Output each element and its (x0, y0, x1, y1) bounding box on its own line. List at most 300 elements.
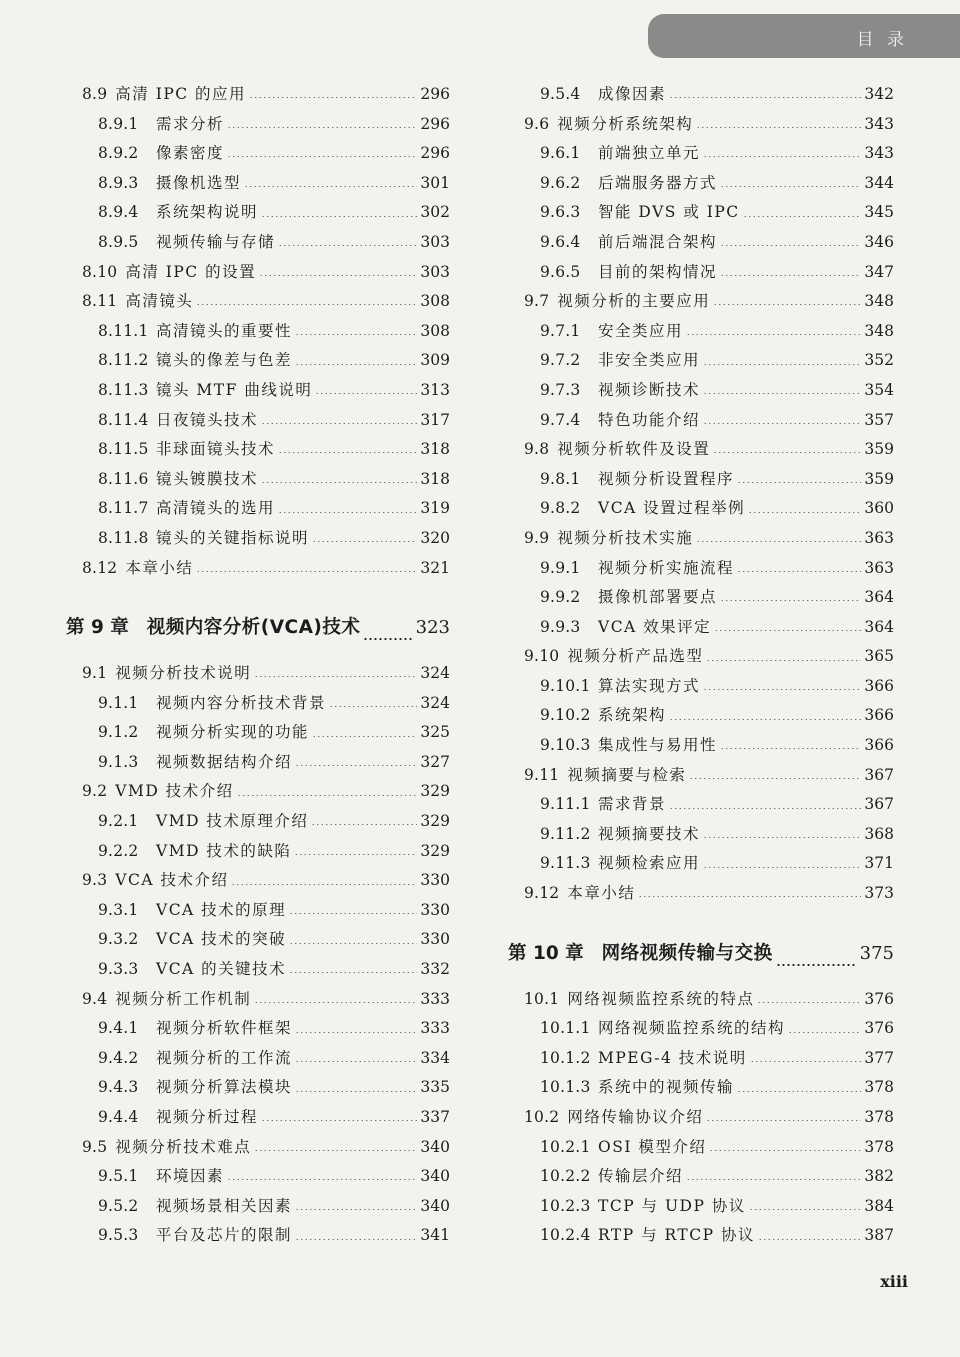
toc-entry[interactable] (66, 82, 450, 112)
toc-entry[interactable] (66, 437, 450, 467)
toc-number: 8.11.8 (98, 528, 149, 547)
toc-leader-dots (231, 884, 417, 885)
toc-number: 9.7.3 (540, 380, 581, 399)
toc-entry[interactable] (508, 733, 894, 763)
toc-page-number: 357 (864, 410, 894, 429)
toc-number: 9.6 (524, 114, 550, 133)
toc-chapter[interactable] (508, 927, 894, 985)
toc-leader-dots (757, 1002, 861, 1003)
toc-number: 8.11.7 (98, 499, 149, 518)
toc-page-number: 366 (864, 736, 894, 755)
toc-title: 视频摘要与检索 (567, 765, 687, 784)
toc-entry[interactable] (66, 1135, 450, 1165)
toc-number: 9.4.4 (98, 1108, 139, 1126)
toc-entry[interactable] (66, 809, 450, 839)
toc-entry[interactable] (66, 720, 450, 750)
toc-number: 10.1.1 (540, 1019, 591, 1038)
toc-leader-dots (295, 1032, 417, 1033)
toc-number: 9.8.1 (540, 469, 581, 488)
toc-page-number: 368 (864, 824, 894, 843)
toc-leader-dots (749, 1209, 862, 1210)
toc-entry[interactable] (508, 1223, 894, 1253)
toc-page-number: 366 (864, 706, 894, 725)
toc-title: TCP 与 UDP 协议 (598, 1196, 746, 1215)
toc-number: 9.3.3 (98, 960, 139, 979)
toc-entry[interactable] (66, 691, 450, 721)
toc-number: 9.2.2 (98, 841, 139, 860)
toc-leader-dots (669, 808, 861, 809)
toc-number: 10.2.4 (540, 1226, 591, 1245)
toc-title: 目前的架构情况 (598, 262, 718, 281)
toc-entry[interactable] (66, 496, 450, 526)
toc-number: 10.1 (524, 989, 560, 1008)
header-tab (648, 14, 960, 58)
toc-title: VCA 效果评定 (598, 617, 712, 636)
toc-page-number: 344 (864, 173, 894, 192)
toc-entry[interactable] (508, 1164, 894, 1194)
toc-page-number: 375 (859, 942, 894, 964)
toc-title: 平台及芯片的限制 (156, 1226, 293, 1245)
toc-title: 视频传输与存储 (156, 232, 276, 251)
toc-entry[interactable] (508, 319, 894, 349)
toc-entry[interactable] (508, 82, 894, 112)
toc-title: VMD 技术介绍 (115, 782, 234, 801)
toc-entry[interactable] (508, 200, 894, 230)
toc-leader-dots (750, 1061, 862, 1062)
toc-page-number: 330 (420, 871, 450, 890)
toc-page-number: 340 (420, 1196, 450, 1215)
toc-title: 视频分析实施流程 (598, 558, 735, 577)
toc-page-number: 360 (864, 499, 894, 518)
toc-entry[interactable] (66, 898, 450, 928)
toc-title: 环境因素 (156, 1167, 225, 1186)
toc-page-number: 340 (420, 1137, 450, 1156)
toc-entry[interactable] (66, 1016, 450, 1046)
toc-title: 网络视频传输与交换 (601, 942, 773, 964)
toc-leader-dots (720, 245, 861, 246)
toc-page-number: 329 (420, 812, 450, 831)
toc-entry[interactable] (66, 868, 450, 898)
toc-entry[interactable] (508, 615, 894, 645)
toc-entry[interactable] (508, 1194, 894, 1224)
toc-page-number: 348 (864, 292, 894, 311)
toc-page-number: 364 (864, 588, 894, 607)
toc-leader-dots (669, 97, 861, 98)
toc-entry[interactable] (508, 703, 894, 733)
toc-leader-dots (311, 824, 417, 825)
toc-title: 本章小结 (125, 558, 194, 577)
toc-number: 9.3 (82, 871, 108, 890)
toc-leader-dots (638, 896, 861, 897)
toc-title: VMD 技术的缺陷 (156, 841, 292, 860)
toc-entry[interactable] (66, 927, 450, 957)
toc-title: 视频分析的工作流 (156, 1048, 293, 1067)
toc-leader-dots (696, 127, 861, 128)
toc-title: 高清 IPC 的设置 (125, 262, 257, 281)
toc-number: 8.11.6 (98, 469, 149, 488)
toc-number: 9.4 (82, 989, 108, 1008)
toc-leader-dots (703, 156, 861, 157)
toc-number: 9.11 (524, 765, 560, 784)
toc-leader-dots (259, 275, 417, 276)
toc-title: 智能 DVS 或 IPC (598, 203, 740, 222)
toc-chapter[interactable] (66, 601, 450, 659)
toc-entry[interactable] (66, 141, 450, 171)
toc-leader-dots (261, 482, 417, 483)
toc-title: 视频分析技术难点 (115, 1137, 252, 1156)
toc-page-number: 320 (420, 528, 450, 547)
toc-entry[interactable] (66, 1046, 450, 1076)
toc-leader-dots (706, 1120, 861, 1121)
toc-page-number: 318 (420, 440, 450, 459)
toc-entry[interactable] (508, 378, 894, 408)
toc-number: 9.5.2 (98, 1196, 139, 1215)
toc-entry[interactable] (66, 1105, 450, 1135)
toc-page-number: 363 (864, 558, 894, 577)
toc-entry[interactable] (508, 467, 894, 497)
toc-entry[interactable] (508, 348, 894, 378)
toc-page-number: 321 (420, 558, 450, 577)
toc-entry[interactable] (66, 987, 450, 1017)
toc-entry[interactable] (508, 230, 894, 260)
toc-entry[interactable] (66, 230, 450, 260)
toc-entry[interactable] (66, 408, 450, 438)
toc-entry[interactable] (508, 141, 894, 171)
toc-page-number: 333 (420, 989, 450, 1008)
toc-page-number: 373 (864, 884, 894, 903)
toc-page-number: 308 (420, 292, 450, 311)
toc-entry[interactable] (508, 1135, 894, 1165)
toc-leader-dots (249, 97, 417, 98)
toc-number: 9.3.1 (98, 900, 139, 919)
toc-title: 摄像机部署要点 (598, 588, 718, 607)
toc-page-number: 330 (420, 900, 450, 919)
toc-number: 8.9 (82, 85, 108, 103)
toc-title: 安全类应用 (598, 321, 684, 340)
toc-page-number: 319 (420, 499, 450, 518)
toc-leader-dots (254, 1002, 417, 1003)
toc-title: VCA 设置过程举例 (598, 499, 746, 518)
toc-number: 9.7.2 (540, 351, 581, 370)
toc-entry[interactable] (66, 260, 450, 290)
toc-page-number: 367 (864, 795, 894, 814)
toc-leader-dots (278, 512, 417, 513)
toc-title: 视频分析工作机制 (115, 989, 252, 1008)
toc-page-number: 343 (864, 144, 894, 163)
toc-page-number: 313 (420, 380, 450, 399)
toc-page-number: 387 (864, 1226, 894, 1245)
toc-entry[interactable] (508, 1075, 894, 1105)
toc-leader-dots (709, 1150, 861, 1151)
toc-title: 成像因素 (598, 85, 667, 103)
toc-number: 8.9.3 (98, 173, 139, 192)
toc-number: 9.5.3 (98, 1226, 139, 1245)
toc-title: 视频分析产品选型 (567, 647, 704, 666)
toc-number: 10.2.1 (540, 1137, 591, 1156)
toc-page-number: 377 (864, 1048, 894, 1067)
toc-entry[interactable] (66, 467, 450, 497)
toc-leader-dots (686, 1179, 861, 1180)
toc-entry[interactable] (66, 661, 450, 691)
toc-entry[interactable] (508, 1046, 894, 1076)
toc-number: 第 9 章 (66, 617, 129, 639)
toc-entry[interactable] (66, 378, 450, 408)
toc-leader-dots (289, 972, 417, 973)
toc-title: 视频分析软件框架 (156, 1019, 293, 1038)
toc-page-number: 325 (420, 723, 450, 742)
toc-entry[interactable] (508, 260, 894, 290)
toc-entry[interactable] (508, 674, 894, 704)
toc-entry[interactable] (66, 319, 450, 349)
toc-page-number: 348 (864, 321, 894, 340)
toc-entry[interactable] (66, 957, 450, 987)
toc-entry[interactable] (66, 289, 450, 319)
toc-entry[interactable] (66, 200, 450, 230)
toc-title: 高清镜头 (125, 292, 194, 311)
toc-page-number: 354 (864, 380, 894, 399)
toc-leader-dots (703, 867, 861, 868)
toc-number: 9.1.1 (98, 693, 139, 712)
toc-number: 9.10 (524, 647, 560, 666)
toc-entry[interactable] (66, 348, 450, 378)
toc-title: 前后端混合架构 (598, 232, 718, 251)
toc-page-number: 359 (864, 469, 894, 488)
toc-leader-dots (312, 736, 417, 737)
toc-number: 9.2 (82, 782, 108, 801)
toc-leader-dots (294, 854, 417, 855)
toc-page-number: 378 (864, 1078, 894, 1097)
toc-number: 8.9.1 (98, 114, 139, 133)
toc-number: 9.5.1 (98, 1167, 139, 1186)
toc-number: 9.1.3 (98, 752, 139, 771)
toc-number: 8.12 (82, 558, 118, 577)
toc-leader-dots (703, 423, 861, 424)
toc-leader-dots (278, 452, 417, 453)
toc-number: 8.11.2 (98, 351, 149, 370)
toc-number: 第 10 章 (508, 942, 584, 964)
toc-number: 10.1.3 (540, 1078, 591, 1097)
toc-page-number: 384 (864, 1196, 894, 1215)
toc-entry[interactable] (508, 585, 894, 615)
toc-entry[interactable] (508, 556, 894, 586)
toc-entry[interactable] (66, 556, 450, 586)
toc-entry[interactable] (508, 1105, 894, 1135)
toc-number: 9.4.3 (98, 1078, 139, 1097)
toc-title: 需求分析 (156, 114, 225, 133)
toc-page-number: 352 (864, 351, 894, 370)
toc-title: 镜头镀膜技术 (156, 469, 259, 488)
toc-leader-dots (669, 719, 861, 720)
toc-number: 9.9 (524, 528, 550, 547)
toc-leader-dots (295, 1239, 417, 1240)
toc-leader-dots (289, 943, 417, 944)
toc-page-number: 301 (420, 173, 450, 192)
toc-page-number: 330 (420, 930, 450, 949)
toc-leader-dots (737, 1091, 861, 1092)
toc-title: 视频分析技术实施 (557, 528, 694, 547)
toc-title: 镜头的关键指标说明 (156, 528, 310, 547)
toc-entry[interactable] (508, 496, 894, 526)
toc-leader-dots (227, 127, 417, 128)
toc-title: 视频分析系统架构 (557, 114, 694, 133)
toc-entry[interactable] (508, 437, 894, 467)
toc-number: 9.6.4 (540, 232, 581, 251)
toc-page-number: 367 (864, 765, 894, 784)
toc-page-number: 359 (864, 440, 894, 459)
toc-entry[interactable] (66, 112, 450, 142)
toc-page-number: 378 (864, 1108, 894, 1126)
toc-page-number: 324 (420, 693, 450, 712)
toc-leader-dots (714, 630, 861, 631)
toc-title: RTP 与 RTCP 协议 (598, 1226, 755, 1245)
toc-number: 8.9.4 (98, 203, 139, 222)
toc-number: 9.9.3 (540, 617, 581, 636)
toc-page-number: 364 (864, 617, 894, 636)
toc-page-number: 308 (420, 321, 450, 340)
toc-entry[interactable] (66, 1075, 450, 1105)
toc-number: 9.1.2 (98, 723, 139, 742)
toc-page-number: 347 (864, 262, 894, 281)
toc-entry[interactable] (508, 171, 894, 201)
toc-title: 特色功能介绍 (598, 410, 701, 429)
toc-number: 9.12 (524, 884, 560, 903)
toc-leader-dots (720, 748, 861, 749)
toc-entry[interactable] (508, 881, 894, 911)
toc-entry[interactable] (66, 839, 450, 869)
toc-page-number: 345 (864, 203, 894, 222)
toc-page-number: 324 (420, 664, 450, 683)
toc-leader-dots (295, 334, 417, 335)
toc-title: 视频分析的主要应用 (557, 292, 711, 311)
toc-leader-dots (696, 541, 861, 542)
toc-entry[interactable] (508, 987, 894, 1017)
toc-leader-dots (295, 1091, 417, 1092)
toc-page-number: 335 (420, 1078, 450, 1097)
toc-page-number: 378 (864, 1137, 894, 1156)
toc-title: 视频内容分析(VCA)技术 (146, 617, 361, 639)
toc-title: 高清镜头的选用 (156, 499, 276, 518)
toc-title: 本章小结 (567, 884, 636, 903)
toc-page-number: 317 (420, 410, 450, 429)
toc-number: 8.9.2 (98, 144, 139, 163)
toc-number: 9.9.1 (540, 558, 581, 577)
toc-title: 视频分析算法模块 (156, 1078, 293, 1097)
toc-entry[interactable] (66, 171, 450, 201)
toc-title: OSI 模型介绍 (598, 1137, 707, 1156)
toc-entry[interactable] (508, 1016, 894, 1046)
toc-leader-dots (329, 706, 417, 707)
toc-number: 10.2.2 (540, 1167, 591, 1186)
toc-number: 9.8.2 (540, 499, 581, 518)
toc-page-number: 296 (420, 85, 450, 103)
toc-page-number: 346 (864, 232, 894, 251)
toc-leader-dots (278, 245, 417, 246)
toc-title: 算法实现方式 (598, 676, 701, 695)
toc-title: 日夜镜头技术 (156, 410, 259, 429)
toc-number: 9.1 (82, 664, 108, 683)
toc-title: 视频分析实现的功能 (156, 723, 310, 742)
toc-title: 系统中的视频传输 (598, 1078, 735, 1097)
toc-leader-dots (737, 482, 861, 483)
toc-entry[interactable] (508, 112, 894, 142)
toc-title: VCA 技术介绍 (115, 871, 229, 890)
toc-number: 9.2.1 (98, 812, 139, 831)
toc-title: 网络视频监控系统的结构 (598, 1019, 786, 1038)
toc-number: 9.7 (524, 292, 550, 311)
toc-leader-dots (706, 660, 861, 661)
toc-entry[interactable] (66, 526, 450, 556)
toc-title: VCA 的关键技术 (156, 960, 287, 979)
toc-leader-dots (237, 795, 418, 796)
toc-title: 视频分析过程 (156, 1108, 259, 1126)
toc-leader-dots (720, 186, 861, 187)
toc-title: 视频分析软件及设置 (557, 440, 711, 459)
toc-page-number: 340 (420, 1167, 450, 1186)
toc-entry[interactable] (66, 779, 450, 809)
toc-title: VCA 技术的突破 (156, 930, 287, 949)
toc-entry[interactable] (508, 526, 894, 556)
toc-leader-dots (312, 541, 417, 542)
toc-title: 系统架构说明 (156, 203, 259, 222)
toc-leader-dots (713, 452, 861, 453)
toc-page-number: 371 (864, 854, 894, 873)
toc-number: 9.5.4 (540, 85, 581, 103)
toc-page-number: 327 (420, 752, 450, 771)
toc-number: 8.11.1 (98, 321, 149, 340)
toc-title: 摄像机选型 (156, 173, 242, 192)
toc-leader-dots (737, 571, 861, 572)
toc-page-number: 332 (420, 960, 450, 979)
toc-number: 8.11 (82, 292, 118, 311)
toc-page-number: 303 (420, 262, 450, 281)
toc-page-number: 376 (864, 989, 894, 1008)
toc-number: 10.1.2 (540, 1048, 591, 1067)
toc-title: VMD 技术原理介绍 (156, 812, 309, 831)
toc-number: 8.10 (82, 262, 118, 281)
toc-entry[interactable] (66, 1194, 450, 1224)
toc-page-number: 329 (420, 841, 450, 860)
toc-entry[interactable] (66, 1223, 450, 1253)
toc-title: 镜头的像差与色差 (156, 351, 293, 370)
toc-leader-dots (703, 689, 861, 690)
toc-title: 网络传输协议介绍 (567, 1108, 704, 1126)
toc-number: 9.10.3 (540, 736, 591, 755)
toc-page-number: 302 (420, 203, 450, 222)
toc-entry[interactable] (508, 289, 894, 319)
toc-page-number: 343 (864, 114, 894, 133)
toc-entry[interactable] (66, 750, 450, 780)
toc-number: 9.6.2 (540, 173, 581, 192)
toc-page-number: 333 (420, 1019, 450, 1038)
toc-title: 像素密度 (156, 144, 225, 163)
toc-entry[interactable] (508, 851, 894, 881)
toc-entry[interactable] (508, 644, 894, 674)
toc-leader-dots (254, 1150, 417, 1151)
toc-entry[interactable] (508, 408, 894, 438)
toc-number: 9.11.1 (540, 795, 591, 814)
toc-page-number: 334 (420, 1048, 450, 1067)
toc-entry[interactable] (508, 822, 894, 852)
toc-number: 9.4.1 (98, 1019, 139, 1038)
toc-entry[interactable] (508, 792, 894, 822)
toc-number: 8.11.4 (98, 410, 149, 429)
toc-title: 视频检索应用 (598, 854, 701, 873)
toc-entry[interactable] (66, 1164, 450, 1194)
toc-entry[interactable] (508, 763, 894, 793)
toc-number: 9.4.2 (98, 1048, 139, 1067)
toc-leader-dots (295, 364, 417, 365)
toc-leader-dots (227, 156, 417, 157)
